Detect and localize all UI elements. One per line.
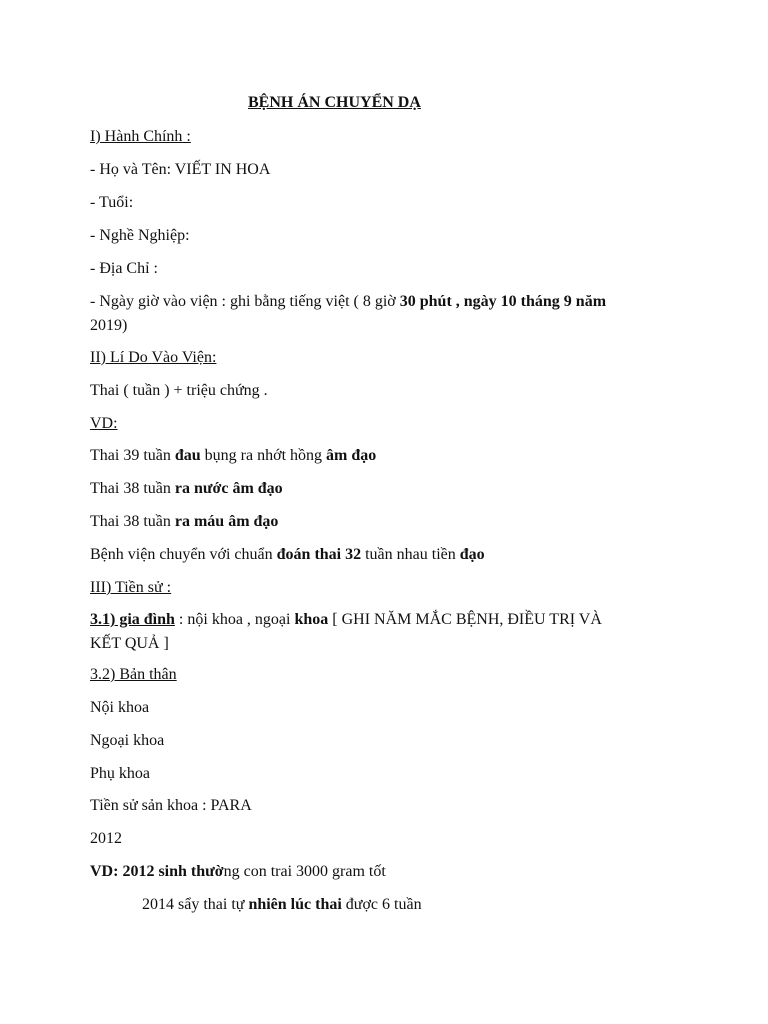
ex1-d: âm đạo — [326, 447, 377, 464]
field-name: - Họ và Tên: VIẾT IN HOA — [90, 161, 271, 178]
ex4-b: đoán thai 32 — [276, 546, 362, 563]
admission-text-c: 2019) — [90, 317, 128, 334]
field-occupation: - Nghề Nghiệp: — [90, 227, 190, 244]
example-4 — [90, 543, 660, 567]
ob1-a: VD: — [90, 863, 123, 880]
admission-text-b: 30 phút , ngày 10 tháng 9 năm — [399, 293, 607, 310]
ex1-a: Thai 39 tuần — [90, 447, 175, 464]
year-2012: 2012 — [90, 830, 122, 847]
ex3-b: ra máu âm đạo — [174, 513, 279, 530]
ex4-a: Bệnh viện chuyển với chuẩn — [90, 546, 277, 563]
ob2-b: nhiên lúc thai — [248, 896, 342, 913]
ob2-a: 2014 sẩy thai tự — [142, 896, 249, 913]
document-title: BỆNH ÁN CHUYỂN DẠ — [248, 94, 421, 111]
ob1-c: ng con trai 3000 gram tốt — [223, 863, 386, 880]
ex1-c: bụng ra nhớt hồng — [200, 447, 327, 464]
ob1-b: 2012 sinh thườ — [122, 863, 224, 880]
family-d: KẾT QUẢ ] — [90, 635, 169, 652]
ex4-d: đạo — [459, 546, 485, 563]
ex4-c: tuần nhau tiền — [361, 546, 460, 563]
family-b: khoa — [294, 611, 329, 628]
field-age: - Tuổi: — [90, 194, 134, 211]
self-history-heading: 3.2) Bản thân — [90, 666, 177, 683]
example-3 — [90, 510, 660, 534]
example-2 — [90, 477, 660, 501]
section-2-heading: II) Lí Do Vào Viện: — [90, 349, 217, 366]
family-c: [ GHI NĂM MẮC BỆNH, ĐIỀU TRỊ VÀ — [328, 611, 602, 628]
family-label: 3.1) gia đình — [90, 611, 175, 628]
ob2-c: được 6 tuần — [341, 896, 422, 913]
ex2-a: Thai 38 tuần — [90, 480, 175, 497]
surgery: Ngoại khoa — [90, 732, 165, 749]
field-address: - Địa Chỉ : — [90, 260, 158, 277]
admission-text-a: - Ngày giờ vào viện : ghi bằng tiếng việt ( 8 giờ — [90, 293, 400, 310]
obstetric-history: Tiền sử sản khoa : PARA — [90, 797, 252, 814]
family-a: : nội khoa , ngoại — [174, 611, 295, 628]
reason-formula: Thai ( tuần ) + triệu chứng . — [90, 382, 268, 399]
obstetric-example-1 — [90, 860, 660, 884]
ex1-b: đau — [174, 447, 201, 464]
family-history — [90, 608, 660, 656]
internal-medicine: Nội khoa — [90, 699, 150, 716]
obstetric-example-2 — [142, 893, 712, 917]
field-admission-time — [90, 290, 660, 338]
ex2-b: ra nước âm đạo — [174, 480, 283, 497]
example-1 — [90, 444, 660, 468]
ex3-a: Thai 38 tuần — [90, 513, 175, 530]
section-3-heading: III) Tiền sử : — [90, 579, 172, 596]
section-1-heading: I) Hành Chính : — [90, 128, 191, 145]
example-label: VD: — [90, 415, 118, 432]
gynecology: Phụ khoa — [90, 765, 150, 782]
